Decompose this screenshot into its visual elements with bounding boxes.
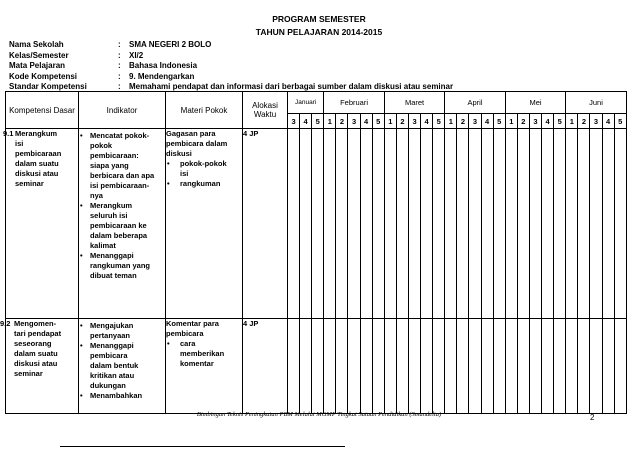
month-mei: Mei [505,92,566,114]
header-indikator: Indikator [79,92,166,129]
materi-cell [166,129,243,319]
list-item: • Mencatat pokok-pokok pembicaraan: siapa yang berbicara dan apa isi pembicaraan-nya [79,131,155,201]
week-cell: 3 [469,114,481,129]
info-colon: : [118,40,121,49]
document-subtitle: TAHUN PELAJARAN 2014-2015 [255,27,383,37]
info-value: Memahami pendapat dan informasi dari berbagai sumber dalam diskusi atau seminar [129,82,454,91]
week-cell: 4 [602,114,614,129]
page-number: 2 [590,413,595,422]
info-colon: : [118,61,121,70]
list-item: • Menambahkan [79,391,151,401]
list-item: • pokok-pokok isi [166,159,234,179]
kd-cell [0,319,79,414]
kd-text: Mengomen-tari pendapat seseorang dalam suatu diskusi atau seminar [14,319,62,378]
document-title: PROGRAM SEMESTER [272,14,366,24]
kd-text: Merangkum isi pembicaraan dalam suatu diskusi atau seminar [15,129,62,188]
footer-divider [60,446,345,447]
month-maret: Maret [384,92,444,114]
kd-cell [3,129,79,319]
month-juni: Juni [566,92,626,114]
info-label: Kelas/Semester [9,50,69,60]
info-label: Mata Pelajaran [9,61,66,70]
week-cell: 3 [348,114,360,129]
semester-program-table [0,91,627,414]
kd-code: 9.2 [0,319,11,328]
week-cell: 5 [433,114,445,129]
table-row [6,319,627,414]
week-cell: 3 [529,114,541,129]
info-row-competency-code [9,72,453,83]
week-cell: 3 [408,114,420,129]
week-cell: 3 [288,114,300,129]
week-cell: 2 [336,114,348,129]
week-cell: 4 [421,114,433,129]
week-cell: 5 [614,114,626,129]
list-item: • Menanggapi rangkuman yang dibuat teman [79,251,155,281]
week-cell: 2 [396,114,408,129]
week-cell: 3 [590,114,602,129]
info-value: XI/2 [129,50,144,60]
indikator-cell [79,129,166,319]
info-row-class [9,51,453,62]
info-row-school [9,40,453,51]
week-cell: 1 [566,114,578,129]
list-item: • Mengajukan pertanyaan [79,321,151,341]
header-alokasi-waktu: Alokasi Waktu [243,92,288,129]
info-value: 9. Mendengarkan [129,71,195,81]
materi-intro: Gagasan para pembicara dalam diskusi [166,129,228,158]
week-cell: 2 [517,114,529,129]
month-februari: Februari [324,92,385,114]
week-cell: 5 [493,114,505,129]
week-cell: 4 [481,114,493,129]
kd-code: 9.1 [3,129,14,138]
list-item: • Menanggapi pembicara dalam bentuk kritikan atau dukungan [79,341,151,391]
week-cell: 4 [300,114,312,129]
info-row-subject [9,61,453,72]
info-colon: : [118,50,121,60]
week-cell: 4 [542,114,554,129]
alokasi-cell: 4 JP [243,129,288,319]
week-cell: 5 [312,114,324,129]
alokasi-cell: 4 JP [243,319,288,414]
week-cell: 4 [360,114,372,129]
month-januari: Januari [288,92,324,114]
week-cell: 2 [578,114,590,129]
list-item: • cara memberikan komentar [166,339,234,369]
list-item: • rangkuman [166,179,234,189]
info-colon: : [118,82,121,91]
indikator-cell [79,319,166,414]
materi-intro: Komentar para pembicara [166,319,219,338]
info-label: Standar Kompetensi [9,82,87,91]
materi-cell [166,319,243,414]
info-value: Bahasa Indonesia [129,61,198,70]
footer-note: Bimbingan Teknis Peningkatan PBM Melalui MGMP Tingkat Satuan Pendidikan (Smandelta) [196,411,442,418]
week-cell: 1 [445,114,457,129]
info-label: Nama Sekolah [9,40,64,49]
info-colon: : [118,71,121,81]
week-cell: 1 [505,114,517,129]
info-value: SMA NEGERI 2 BOLO [129,40,212,49]
info-label: Kode Kompetensi [9,71,78,81]
header-materi-pokok: Materi Pokok [166,92,243,129]
list-item: • Merangkum seluruh isi pembicaraan ke dalam beberapa kalimat [79,201,155,251]
week-cell: 1 [384,114,396,129]
school-info [9,40,453,93]
week-cell: 1 [324,114,336,129]
header-kompetensi-dasar: Kompetensi Dasar [6,92,79,129]
week-cell: 5 [554,114,566,129]
week-cell: 5 [372,114,384,129]
month-april: April [445,92,505,114]
week-cell: 2 [457,114,469,129]
table-row [6,129,627,319]
